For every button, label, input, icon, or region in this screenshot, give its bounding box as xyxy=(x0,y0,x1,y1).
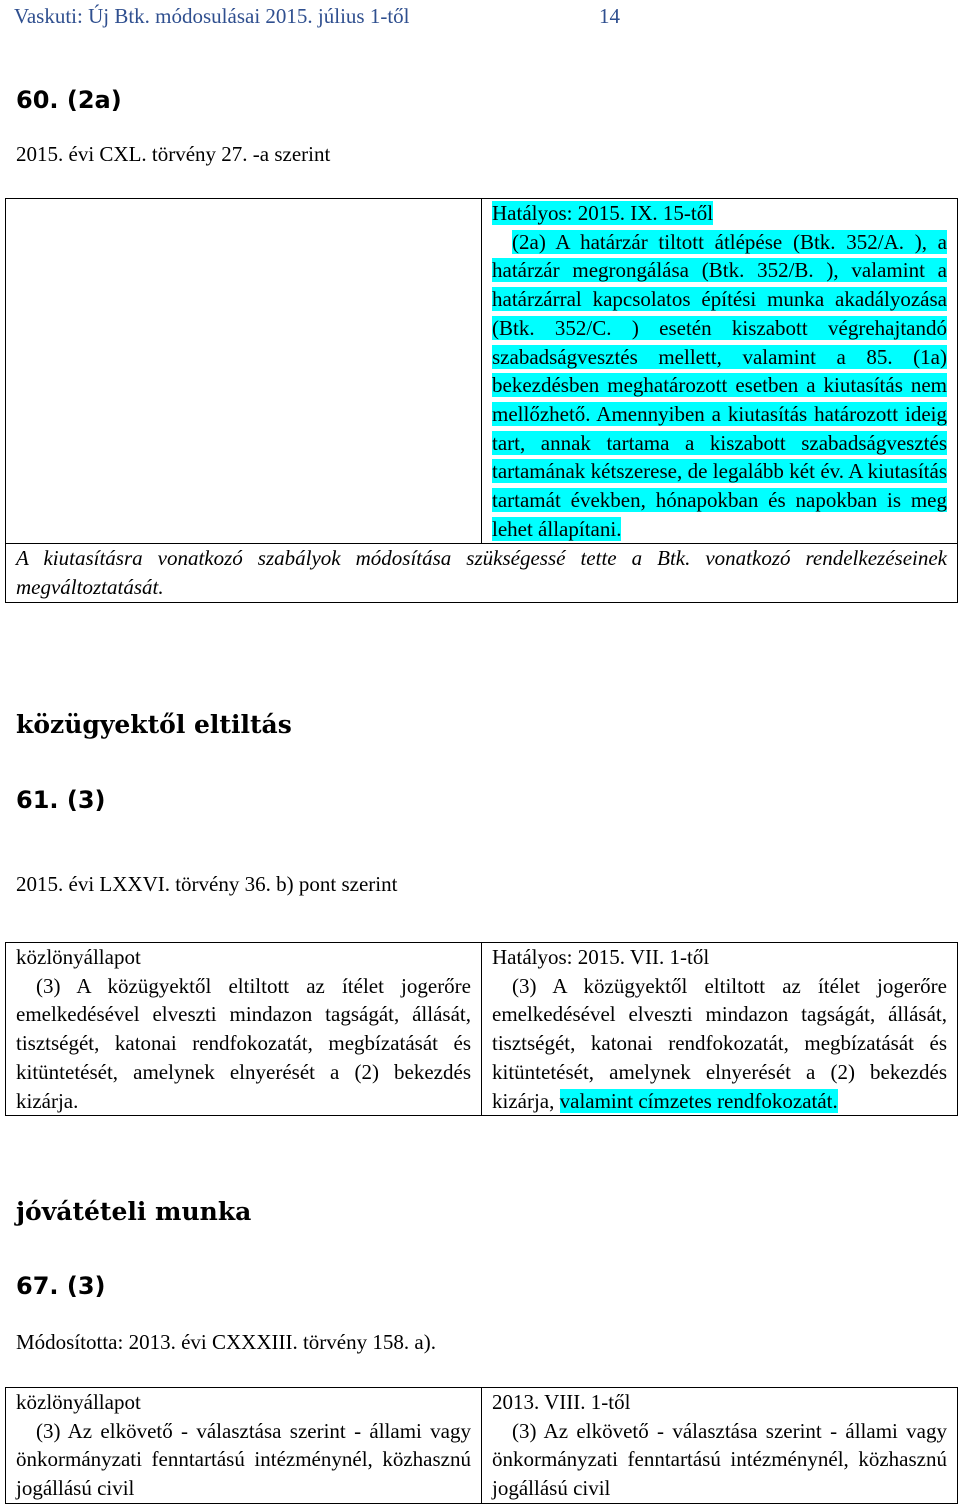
section-67-right-header: 2013. VIII. 1-től xyxy=(492,1390,631,1414)
section-60-right-content xyxy=(492,199,947,228)
section-61-table xyxy=(5,942,958,1116)
section-67-source: Módosította: 2013. évi CXXXIII. törvény 158. a). xyxy=(16,1330,436,1354)
section-67-left-header: közlönyállapot xyxy=(16,1390,141,1414)
section-61-right-header: Hatályos: 2015. VII. 1-től xyxy=(492,945,710,969)
section-61-right-cell xyxy=(482,943,958,1116)
section-60-number: 60. (2a) xyxy=(16,86,122,114)
section-60-amended-text: (2a) A határzár tiltott átlépése (Btk. 352/A. ), a határzár megrongálása (Btk. 352/B. ), valamint a határzárral kapcsolatos építési munka akadályozása (Btk. 352/C. ) esetén kiszabott végrehajtandó szabadságvesztés mellett, valamint a 85. (1a) bekezdésben meghatározott esetben a kiutasítás nem mellőzhető. Amennyiben a kiutasítás határozott ideig tart, annak tartama a kiszabott szabadságvesztés tartamának kétszerese, de legalább két év. A kiutasítás tartamát években, hónapokban és napokban is meg lehet állapítani. xyxy=(492,229,947,541)
section-61-left-header: közlönyállapot xyxy=(16,945,141,969)
section-61-heading: közügyektől eltiltás xyxy=(16,710,292,739)
section-61-left-cell xyxy=(6,943,482,1116)
section-67-table xyxy=(5,1387,958,1504)
section-61-left-text: (3) A közügyektől eltiltott az ítélet jogerőre emelkedésével elveszti mindazon tagságát, állását, tisztségét, katonai rendfokozatát, megbízatását és kitüntetését, amelynek elnyerését a (2) bekezdés kizárja. xyxy=(16,973,471,1113)
section-61-right-text: (3) A közügyektől eltiltott az ítélet jogerőre emelkedésével elveszti mindazon tagságát, állását, tisztségét, katonai rendfokozatát, megbízatását és kitüntetését, amelynek elnyerését a (2) bekezdés kizárja, valamint címzetes rendfokozatát. xyxy=(492,973,947,1113)
section-67-left-cell xyxy=(6,1388,482,1504)
section-67-right-text: (3) Az elkövető - választása szerint - állami vagy önkormányzati fenntartású intézménynél, közhasznú jogállású civil xyxy=(492,1418,947,1501)
section-60-effective-date: Hatályos: 2015. IX. 15-től xyxy=(492,201,714,225)
section-67-number: 67. (3) xyxy=(16,1272,106,1300)
section-60-source: 2015. évi CXL. törvény 27. -a szerint xyxy=(16,142,331,166)
running-header xyxy=(14,4,620,29)
section-61-source: 2015. évi LXXVI. törvény 36. b) pont szerint xyxy=(16,872,398,896)
section-67-right-cell xyxy=(482,1388,958,1504)
header-title: Vaskuti: Új Btk. módosulásai 2015. július 1-től xyxy=(14,4,410,28)
section-60-left-cell xyxy=(6,199,482,544)
section-67-left-text: (3) Az elkövető - választása szerint - állami vagy önkormányzati fenntartású intézménynél, közhasznú jogállású civil xyxy=(16,1418,471,1501)
section-60-table xyxy=(5,198,958,603)
section-60-right-cell xyxy=(482,199,958,544)
section-61-highlight: valamint címzetes rendfokozatát. xyxy=(559,1088,838,1113)
section-60-note: A kiutasításra vonatkozó szabályok módosítása szükségessé tette a Btk. vonatkozó rendelkezéseinek megváltoztatását. xyxy=(6,544,958,602)
page-number: 14 xyxy=(599,4,620,28)
section-67-heading: jóvátételi munka xyxy=(16,1197,252,1226)
section-61-number: 61. (3) xyxy=(16,786,106,814)
